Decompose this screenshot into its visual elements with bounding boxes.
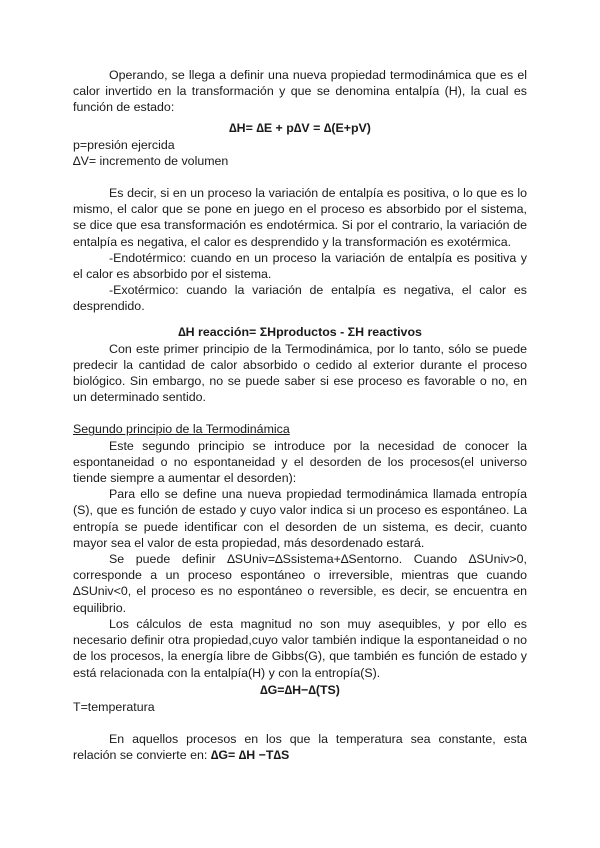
paragraph-entropy-universe: Se puede definir ∆SUniv=∆Ssistema+∆Sentorno. Cuando ∆SUniv>0, corresponde a un proceso espontáneo o irreversible, mientras que cuando ∆SUniv<0, el proceso es no espontáneo o reversible, es decir, se encuentra en equilibrio. <box>73 552 527 615</box>
paragraph-constant-temperature <box>73 731 527 763</box>
formula-gibbs: ∆G=∆H−∆(TS) <box>260 682 340 697</box>
paragraph-entropy: Para ello se define una nueva propiedad termodinámica llamada entropía (S), que es función de estado y cuyo valor indica si un proceso es espontáneo. La entropía se puede identificar con el desorden de un sistema, es decir, cuanto mayor sea el valor de esta propiedad, más desordenado estará. <box>73 487 527 550</box>
formula-reaction-enthalpy: ∆H reacción= ΣHproductos - ΣH reactivos <box>178 324 422 339</box>
paragraph-enthalpy-sign: Es decir, si en un proceso la variación de entalpía es positiva, o lo que es lo mismo, el calor que se pone en juego en el proceso es absorbido por el sistema, se dice que esa transformación es endotérmica. Si por el contrario, la variación de entalpía es negativa, el calor es desprendido y la transformación es exotérmica. <box>73 186 527 249</box>
definition-volume: ∆V= incremento de volumen <box>73 153 229 168</box>
section-heading-second-principle: Segundo principio de la Termodinámica <box>73 422 290 437</box>
paragraph-endothermic: -Endotérmico: cuando en un proceso la variación de entalpía es positiva y el calor es absorbido por el sistema. <box>73 250 527 282</box>
formula-gibbs-constant-t: ∆G= ∆H −T∆S <box>210 748 290 763</box>
paragraph-first-principle: Con este primer principio de la Termodinámica, por lo tanto, sólo se puede predecir la cantidad de calor absorbido o cedido al exterior durante el proceso biológico. Sin embargo, no se puede saber si ese proceso es favorable o no, en un determinado sentido. <box>73 341 527 405</box>
formula-enthalpy: ∆H= ∆E + p∆V = ∆(E+pV) <box>229 120 371 135</box>
paragraph-exothermic: -Exotérmico: cuando la variación de entalpía es negativa, el calor es desprendido. <box>73 283 527 314</box>
constant-temperature-text: En aquellos procesos en los que la temperatura sea constante, esta relación se convierte en: <box>73 731 527 763</box>
definition-temperature: T=temperatura <box>73 699 155 714</box>
definition-pressure: p=presión ejercida <box>73 137 175 152</box>
paragraph-gibbs: Los cálculos de esta magnitud no son muy asequibles, y por ello es necesario definir otra propiedad,cuyo valor también indique la espontaneidad o no de los procesos, la energía libre de Gibbs(G), que también es función de estado y está relacionada con la entalpía(H) y con la entropía(S). <box>73 616 527 680</box>
paragraph-second-principle-intro: Este segundo principio se introduce por la necesidad de conocer la espontaneidad o no espontaneidad y el desorden de los procesos(el universo tiende siempre a aumentar el desorden): <box>73 438 527 486</box>
paragraph-enthalpy-intro: Operando, se llega a definir una nueva propiedad termodinámica que es el calor invertido en la transformación y que se denomina entalpía (H), la cual es función de estado: <box>73 68 527 115</box>
document-page <box>73 67 527 763</box>
